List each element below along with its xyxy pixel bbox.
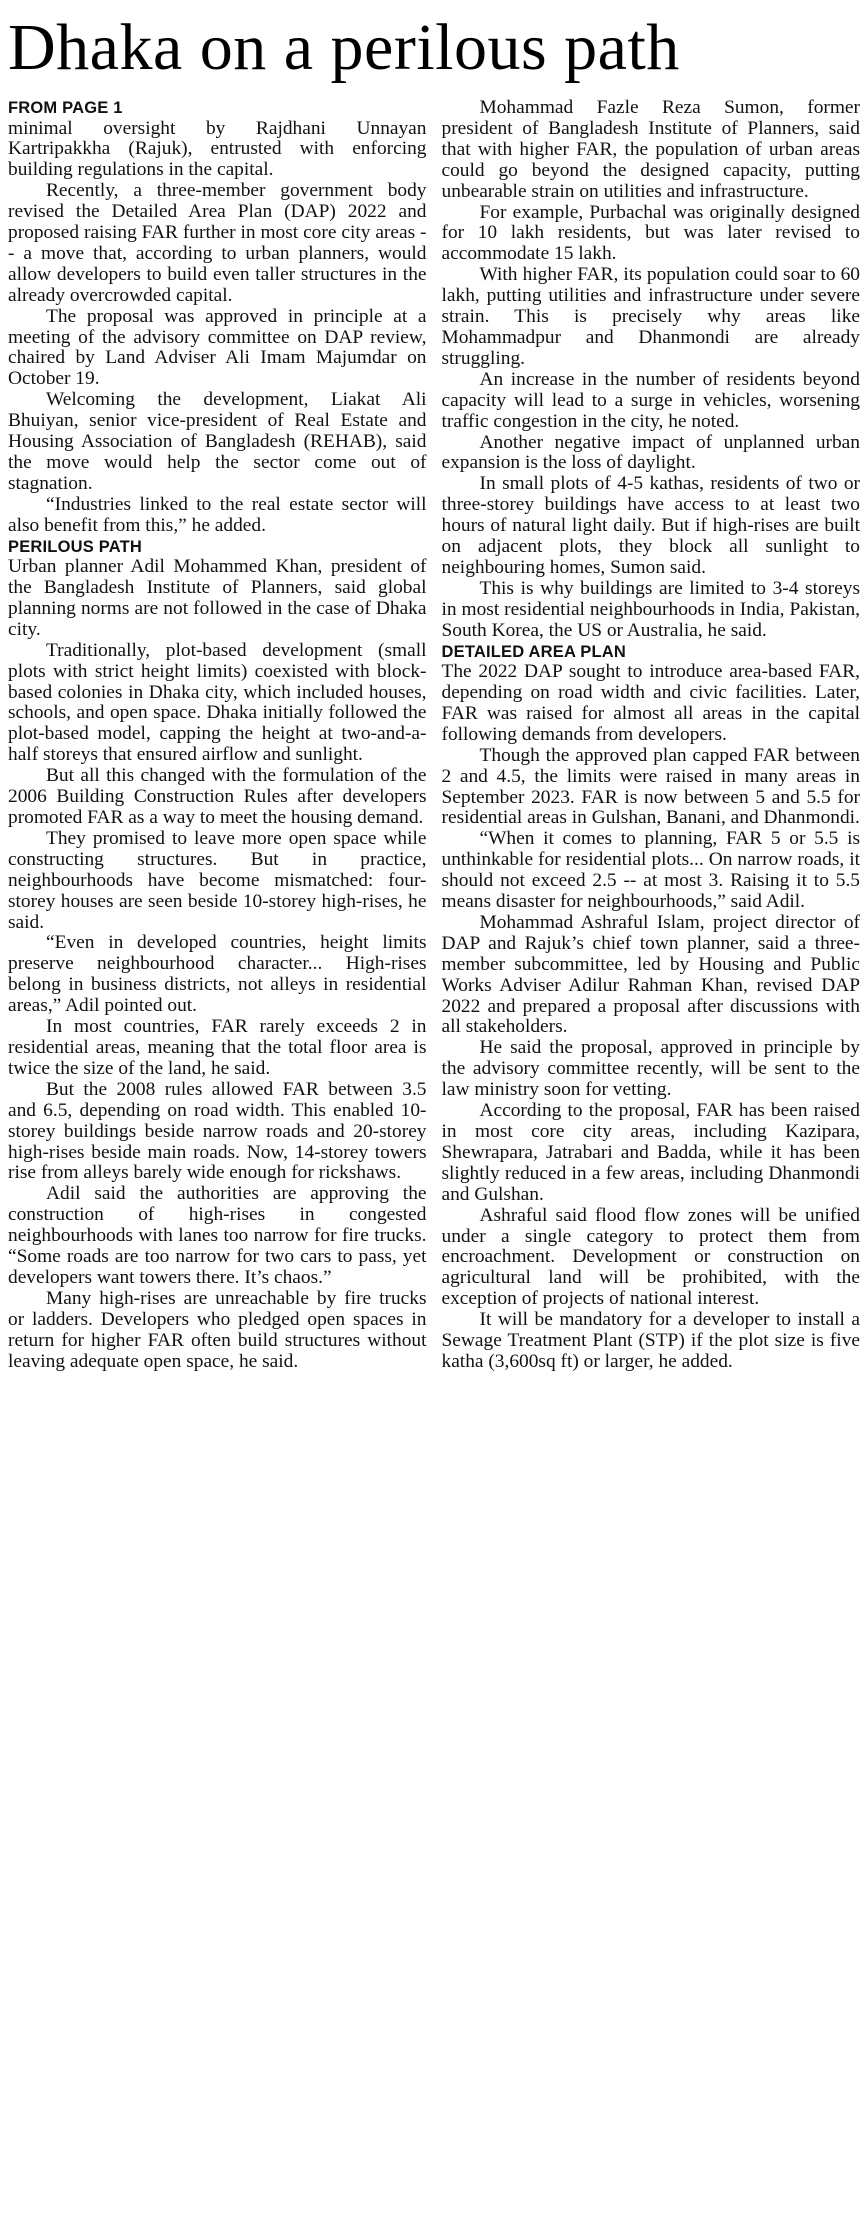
paragraph: Many high-rises are unreachable by fire trucks or ladders. Developers who pledged open spaces in return for higher FAR often build structures without leaving adequate open space, he said. [8,1287,427,1372]
paragraph: Mohammad Fazle Reza Sumon, former president of Bangladesh Institute of Planners, said that with higher FAR, the population of urban areas could go beyond the designed capacity, putting unbearable strain on utilities and infrastructure. [441,97,860,202]
paragraph: Welcoming the development, Liakat Ali Bhuiyan, senior vice-president of Real Estate and Housing Association of Bangladesh (REHAB), said the move would help the sector come out of stagnation. [8,389,427,494]
paragraph: With higher FAR, its population could soar to 60 lakh, putting utilities and infrastructure under severe strain. This is precisely why areas like Mohammadpur and Dhanmondi are already struggling. [441,264,860,369]
paragraph: But all this changed with the formulation of the 2006 Building Construction Rules after developers promoted FAR as a way to meet the housing demand. [8,765,427,828]
paragraph: Urban planner Adil Mohammed Khan, president of the Bangladesh Institute of Planners, said global planning norms are not followed in the case of Dhaka city. [8,556,427,640]
headline: Dhaka on a perilous path [8,11,680,84]
paragraph: The proposal was approved in principle at a meeting of the advisory committee on DAP review, chaired by Land Adviser Ali Imam Majumdar on October 19. [8,305,427,390]
paragraph: Ashraful said flood flow zones will be unified under a single category to protect them from encroachment. Development or construction on agricultural land will be prohibited, with the exception of projects of national interest. [441,1204,860,1310]
paragraph: Another negative impact of unplanned urban expansion is the loss of daylight. [441,431,860,474]
paragraph: In small plots of 4-5 kathas, residents of two or three-storey buildings have access to at least two hours of natural light daily. But if high-rises are built on adjacent plots, they block all sunlight to neighbouring homes, Sumon said. [441,473,860,578]
paragraph: An increase in the number of residents beyond capacity will lead to a surge in vehicles, worsening traffic congestion in the city, he noted. [441,368,860,432]
paragraph: He said the proposal, approved in principle by the advisory committee recently, will be sent to the law ministry soon for vetting. [441,1037,860,1101]
paragraph: “Industries linked to the real estate sector will also benefit from this,” he added. [8,493,427,536]
article-body [8,98,860,1373]
paragraph: But the 2008 rules allowed FAR between 3.5 and 6.5, depending on road width. This enabled 10-storey buildings beside narrow roads and 20-storey high-rises beside main roads. Now, 14-storey towers rise from alleys barely wide enough for rickshaws. [8,1078,427,1184]
paragraph: According to the proposal, FAR has been raised in most core city areas, including Kazipara, Shewrapara, Jatrabari and Badda, while it has been slightly reduced in a few areas, including Dhanmondi and Gulshan. [441,1100,860,1205]
left-column [8,98,427,1373]
section-subhead: DETAILED AREA PLAN [441,642,626,661]
kicker: FROM PAGE 1 [8,99,123,117]
paragraph: The 2022 DAP sought to introduce area-based FAR, depending on road width and civic facilities. Later, FAR was raised for almost all areas in the capital following demands from developers. [441,661,860,745]
paragraph: Recently, a three-member government body revised the Detailed Area Plan (DAP) 2022 and proposed raising FAR further in most core city areas -- a move that, according to urban planners, would allow developers to build even taller structures in the already overcrowded capital. [8,180,427,306]
paragraph: For example, Purbachal was originally designed for 10 lakh residents, but was later revised to accommodate 15 lakh. [441,201,860,265]
paragraph: They promised to leave more open space while constructing structures. But in practice, neighbourhoods have become mismatched: four-storey houses are seen beside 10-storey high-rises, he said. [8,827,427,933]
paragraph: This is why buildings are limited to 3-4 storeys in most residential neighbourhoods in India, Pakistan, South Korea, the US or Australia, he said. [441,577,860,641]
paragraph: “When it comes to planning, FAR 5 or 5.5 is unthinkable for residential plots... On narrow roads, it should not exceed 2.5 -- at most 3. Raising it to 5.5 means disaster for neighbourhoods,” said Adil. [441,828,860,913]
paragraph: Traditionally, plot-based development (small plots with strict height limits) coexisted with block-based colonies in Dhaka city, which included houses, schools, and open space. Dhaka initially followed the plot-based model, capping the height at two-and-a-half storeys that ensured airflow and sunlight. [8,639,427,766]
paragraph: It will be mandatory for a developer to install a Sewage Treatment Plant (STP) if the plot size is five katha (3,600sq ft) or larger, he added. [441,1309,860,1372]
paragraph: “Even in developed countries, height limits preserve neighbourhood character... High-rises belong in business districts, not alleys in residential areas,” Adil pointed out. [8,932,427,1017]
paragraph: In most countries, FAR rarely exceeds 2 in residential areas, meaning that the total floor area is twice the size of the land, he said. [8,1016,427,1079]
paragraph: Mohammad Ashraful Islam, project director of DAP and Rajuk’s chief town planner, said a three-member subcommittee, led by Housing and Public Works Adviser Adilur Rahman Khan, revised DAP 2022 and prepared a proposal after discussions with all stakeholders. [441,911,860,1038]
right-column [442,98,861,1373]
paragraph: Adil said the authorities are approving the construction of high-rises in congested neighbourhoods with lanes too narrow for fire trucks. “Some roads are too narrow for two cars to pass, yet developers want towers there. It’s chaos.” [8,1183,427,1288]
paragraph: minimal oversight by Rajdhani Unnayan Kartripakkha (Rajuk), entrusted with enforcing building regulations in the capital. [8,117,427,181]
section-subhead: PERILOUS PATH [8,537,142,556]
paragraph: Though the approved plan capped FAR between 2 and 4.5, the limits were raised in many areas in September 2023. FAR is now between 5 and 5.5 for residential areas in Gulshan, Banani, and Dhanmondi. [441,744,860,829]
